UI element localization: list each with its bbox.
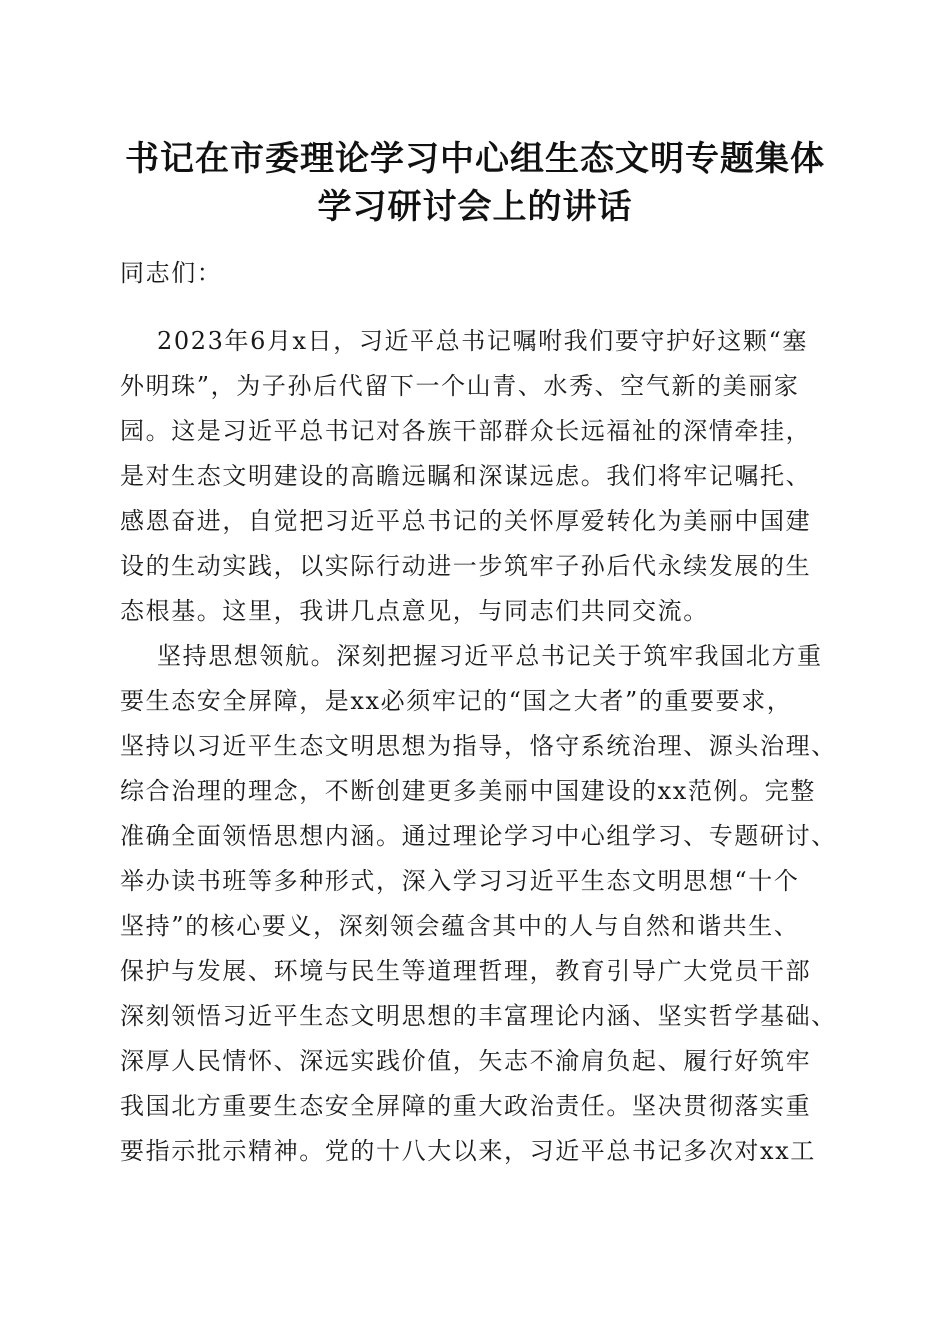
body-line: 园。这是习近平总书记对各族干部群众长远福祉的深情牵挂，: [120, 417, 812, 445]
body-line: 坚持思想领航。深刻把握习近平总书记关于筑牢我国北方重: [157, 642, 823, 670]
body-line: 深厚人民情怀、深远实践价值，矢志不渝肩负起、履行好筑牢: [120, 1047, 812, 1075]
body-line: 感恩奋进，自觉把习近平总书记的关怀厚爱转化为美丽中国建: [120, 507, 812, 535]
body-line: 举办读书班等多种形式，深入学习习近平生态文明思想“十个: [120, 867, 800, 895]
body-line: 态根基。这里，我讲几点意见，与同志们共同交流。: [120, 597, 709, 625]
body-line: 我国北方重要生态安全屏障的重大政治责任。坚决贯彻落实重: [120, 1092, 812, 1120]
body-line: 深刻领悟习近平生态文明思想的丰富理论内涵、坚实哲学基础、: [120, 1002, 837, 1030]
salutation: 同志们：: [120, 259, 223, 287]
body-line: 要指示批示精神。党的十八大以来，习近平总书记多次对xx工: [120, 1137, 816, 1165]
body-line: 要生态安全屏障，是xx必须牢记的“国之大者”的重要要求，: [120, 687, 793, 715]
body-line: 设的生动实践，以实际行动进一步筑牢子孙后代永续发展的生: [120, 552, 812, 580]
body-line: 综合治理的理念，不断创建更多美丽中国建设的xx范例。完整: [120, 777, 816, 805]
body-line: 坚持以习近平生态文明思想为指导，恪守系统治理、源头治理、: [120, 732, 837, 760]
body-line: 是对生态文明建设的高瞻远瞩和深谋远虑。我们将牢记嘱托、: [120, 462, 812, 490]
document-title-line-1: 书记在市委理论学习中心组生态文明专题集体: [125, 139, 825, 179]
body-line: 2023年6月x日，习近平总书记嘱咐我们要守护好这颗“塞: [157, 327, 808, 355]
document-title-line-2: 学习研讨会上的讲话: [317, 187, 633, 227]
body-line: 准确全面领悟思想内涵。通过理论学习中心组学习、专题研讨、: [120, 822, 837, 850]
body-line: 坚持”的核心要义，深刻领会蕴含其中的人与自然和谐共生、: [120, 912, 800, 940]
body-line: 保护与发展、环境与民生等道理哲理，教育引导广大党员干部: [120, 957, 812, 985]
body-line: 外明珠”，为子孙后代留下一个山青、水秀、空气新的美丽家: [120, 372, 800, 400]
